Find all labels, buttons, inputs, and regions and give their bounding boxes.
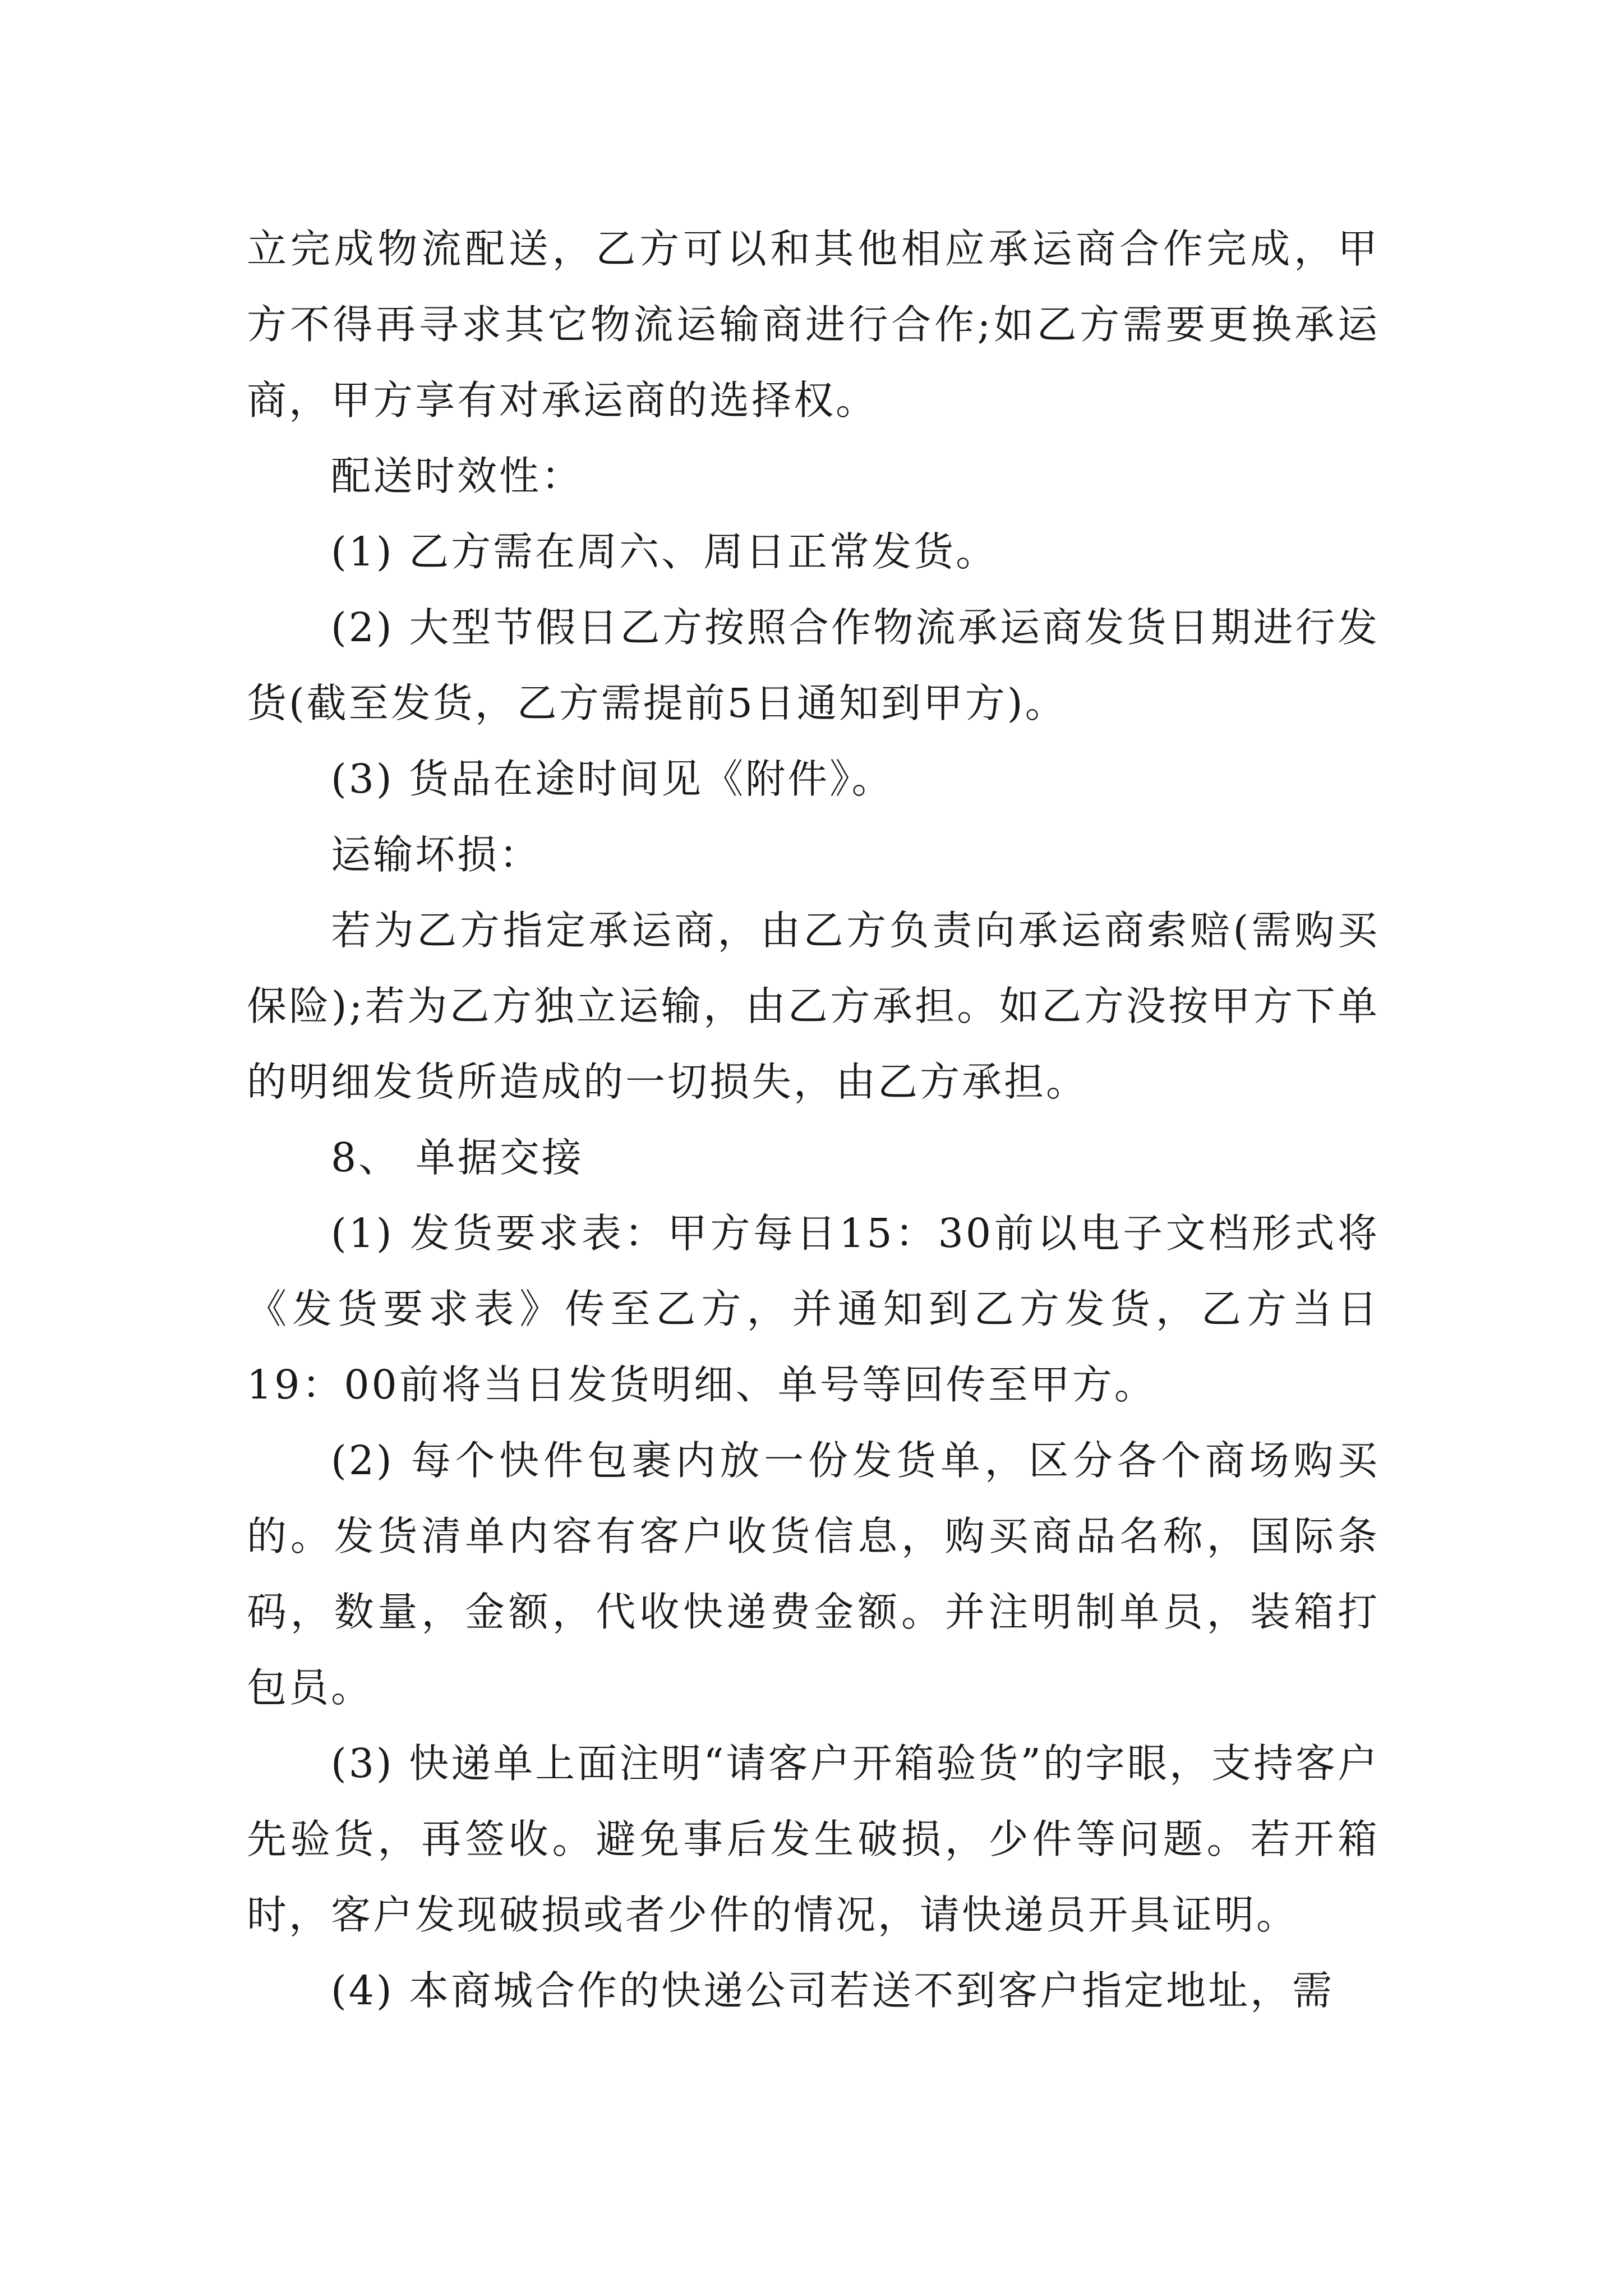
paragraph-11: (3) 快递单上面注明“请客户开箱验货”的字眼，支持客户先验货，再签收。避免事后发生破损，少件等问题。若开箱时，客户发现破损或者少件的情况，请快递员开具证明。 <box>247 1740 1380 1938</box>
paragraph-5: (3) 货品在途时间见《附件》。 <box>331 756 894 802</box>
paragraph-2: 配送时效性： <box>331 453 584 499</box>
paragraph-12: (4) 本商城合作的快递公司若送不到客户指定地址，需 <box>331 1967 1335 2014</box>
paragraph-9: (1) 发货要求表：甲方每日15：30前以电子文档形式将《发货要求表》传至乙方，并通知到乙方发货，乙方当日19：00前将当日发货明细、单号等回传至甲方。 <box>247 1210 1380 1408</box>
paragraph-4: (2) 大型节假日乙方按照合作物流承运商发货日期进行发货(截至发货，乙方需提前5日通知到甲方)。 <box>247 604 1380 726</box>
paragraph-7: 若为乙方指定承运商，由乙方负责向承运商索赔(需购买保险);若为乙方独立运输，由乙方承担。如乙方没按甲方下单的明细发货所造成的一切损失，由乙方承担。 <box>247 907 1380 1105</box>
document-body <box>247 211 1380 2028</box>
section-heading-8: 8、 单据交接 <box>331 1134 584 1181</box>
paragraph-3: (1) 乙方需在周六、周日正常发货。 <box>331 528 998 575</box>
paragraph-10: (2) 每个快件包裹内放一份发货单，区分各个商场购买的。发货清单内容有客户收货信息，购买商品名称，国际条码，数量，金额，代收快递费金额。并注明制单员，装箱打包员。 <box>247 1437 1380 1711</box>
paragraph-6: 运输坏损： <box>331 831 542 878</box>
paragraph-1: 立完成物流配送，乙方可以和其他相应承运商合作完成，甲方不得再寻求其它物流运输商进行合作;如乙方需要更换承运商，甲方享有对承运商的选择权。 <box>247 226 1380 424</box>
